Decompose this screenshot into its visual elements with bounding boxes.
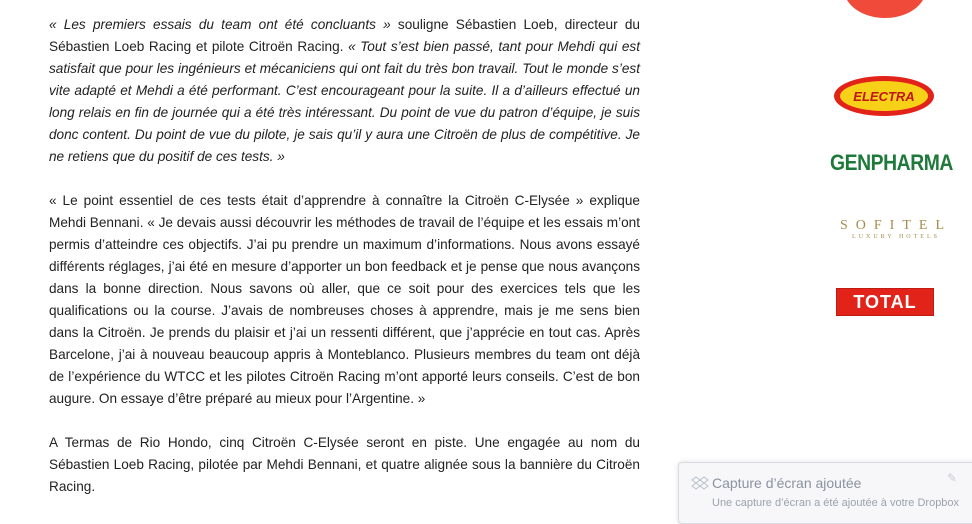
dropbox-notification[interactable] xyxy=(678,462,972,524)
loeb-attribution: souligne Sébastien Loeb, directeur du Sébastien Loeb Racing et pilote Citroën Racing. xyxy=(49,17,640,54)
loeb-quote-body: « Tout s’est bien passé, tant pour Mehdi qui est satisfait que pour les ingénieurs et mécaniciens qui ont fait du très bon travail. Tout le monde s’est vite adapté et Mehdi a été performant. C’est encourageant pour la suite. Il a d’ailleurs effectué un long relais en fin de journée qui a été très intéressant. Du point de vue du patron d’équipe, je suis donc content. Du point de vue du pilote, je sais qu’il y aura une Citroën de plus de compétitive. Je ne retiens que du positif de ces tests. » xyxy=(49,39,641,164)
paragraph-loeb-quote xyxy=(49,14,640,168)
loeb-quote-intro: « Les premiers essais du team ont été concluants » xyxy=(49,17,391,32)
dropbox-icon xyxy=(691,475,709,493)
paragraph-termas-rio-hondo: A Termas de Rio Hondo, cinq Citroën C-Elysée seront en piste. Une engagée au nom du Sébastien Loeb Racing, pilotée par Mehdi Bennani, et quatre alignée sous la bannière du Citroën Racing. xyxy=(49,435,640,494)
genpharma-logo[interactable]: GENPHARMA xyxy=(830,150,953,175)
electra-logo[interactable] xyxy=(832,74,936,118)
sofitel-logo[interactable] xyxy=(830,218,962,240)
electra-label: ELECTRA xyxy=(853,89,915,104)
sofitel-subtitle: LUXURY HOTELS xyxy=(852,234,940,240)
red-circle-logo[interactable] xyxy=(844,0,926,18)
pin-icon[interactable]: ✎ xyxy=(947,471,958,485)
sofitel-name: SOFITEL xyxy=(840,218,952,233)
total-logo[interactable]: TOTAL xyxy=(836,288,934,316)
article-body xyxy=(49,14,640,520)
notification-title: Capture d’écran ajoutée xyxy=(712,475,862,491)
paragraph-bennani-quote: « Le point essentiel de ces tests était d’apprendre à connaître la Citroën C-Elysée » explique Mehdi Bennani. « Je devais aussi découvrir les méthodes de travail de l’équipe et les essais m’ont permis d’atteindre ces objectifs. J’ai pu prendre un maximum d’informations. Nous avons essayé différents réglages, j’ai été en mesure d’apporter un bon feedback et je pense que nous avançons dans la bonne direction. Nous savons où aller, que ce soit pour des exercices tels que les qualifications ou la course. J’avais de nombreuses choses à apprendre, mais je me sens bien dans la Citroën. Je prends du plaisir et j’ai un ressenti différent, que j’apprécie en tout cas. Après Barcelone, j’ai à nouveau beaucoup appris à Monteblanco. Plusieurs membres du team ont déjà de l’expérience du WTCC et les pilotes Citroën Racing m’ont apporté leurs conseils. C’est de bon augure. On essaye d’être préparé au mieux pour l’Argentine. » xyxy=(49,193,640,406)
sponsor-sidebar xyxy=(830,0,972,330)
notification-body: Une capture d’écran a été ajoutée à votre Dropbox xyxy=(712,497,960,509)
